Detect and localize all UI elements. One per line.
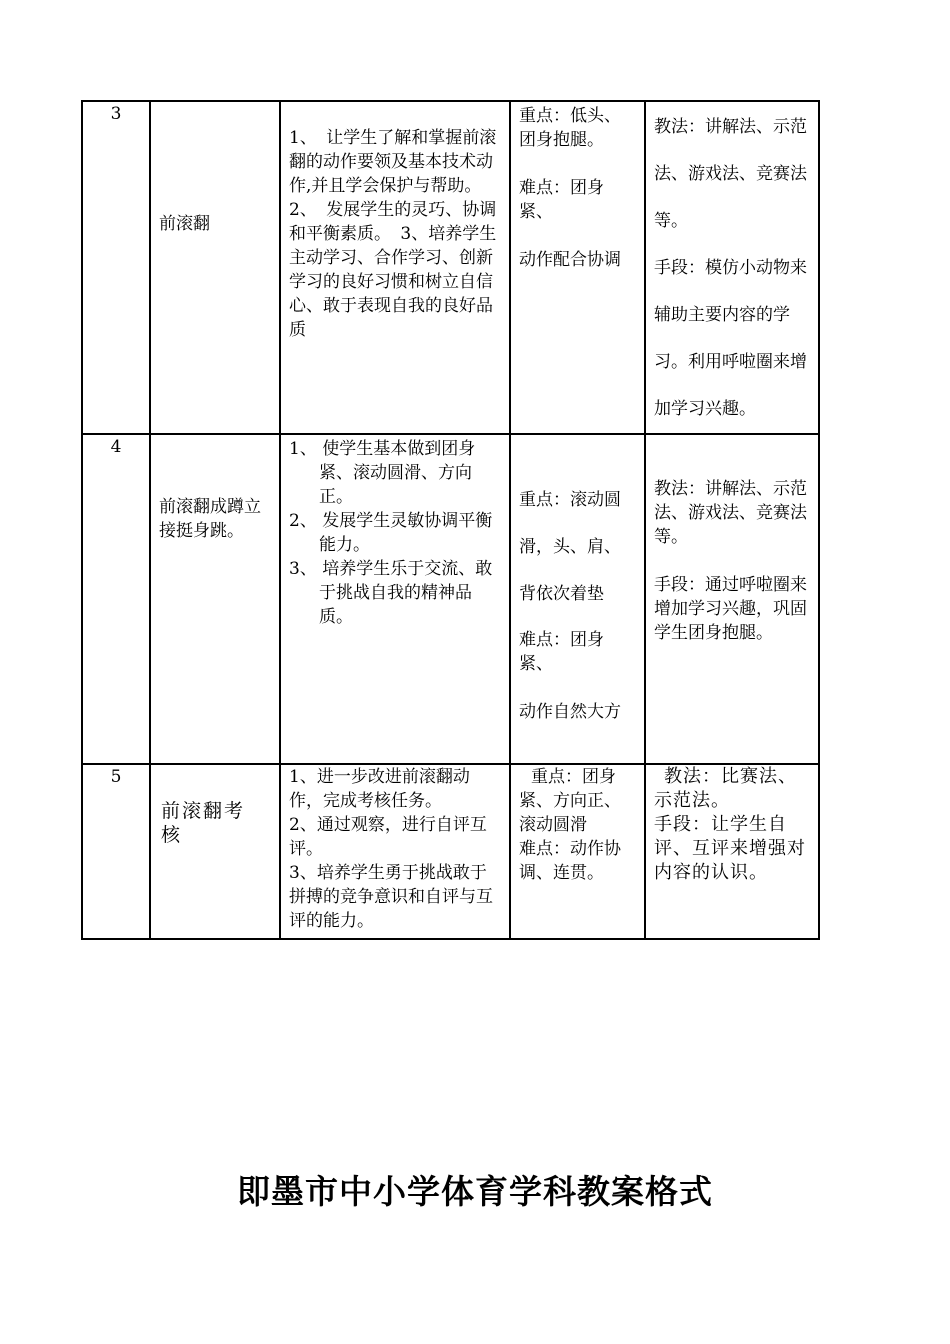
lesson-number: 4 <box>82 434 150 764</box>
lesson-goals-cell <box>280 434 510 764</box>
teaching-method: 教法：讲解法、示范法、游戏法、竞赛法等。 <box>654 479 807 547</box>
teaching-means: 手段：让学生自评、互评来增强对内容的认识。 <box>654 814 806 883</box>
key-point: 重点：团身紧、方向正、滚动圆滑 <box>519 767 621 835</box>
lesson-content-cell <box>150 764 280 939</box>
lesson-goals-cell <box>280 764 510 939</box>
lesson-content: 前滚翻 <box>159 214 210 234</box>
lesson-number: 5 <box>82 764 150 939</box>
teaching-means: 手段：通过呼啦圈来增加学习兴趣，巩固学生团身抱腿。 <box>654 575 807 643</box>
page-title: 即墨市中小学体育学科教案格式 <box>237 1172 713 1211</box>
lesson-goals-list <box>289 437 501 629</box>
lesson-number: 3 <box>82 101 150 434</box>
key-point: 重点：低头、团身抱腿。 <box>519 106 621 150</box>
table-row <box>82 434 819 764</box>
lesson-content-cell <box>150 101 280 434</box>
list-item: 3、培养学生勇于挑战敢于拼搏的竞争意识和自评与互评的能力。 <box>289 863 493 931</box>
key-points-cell <box>510 764 645 939</box>
list-item: 1、进一步改进前滚翻动作，完成考核任务。 <box>289 767 470 811</box>
list-item: 1、 使学生基本做到团身紧、滚动圆滑、方向正。 <box>289 439 476 507</box>
lesson-goals-cell <box>280 101 510 434</box>
teaching-method: 教法：比赛法、示范法。 <box>654 766 797 811</box>
difficulty: 难点：动作协调、连贯。 <box>519 839 621 883</box>
methods-cell <box>645 434 819 764</box>
difficulty-detail: 动作自然大方 <box>519 702 621 722</box>
list-item: 2、 发展学生灵敏协调平衡能力。 <box>289 511 493 555</box>
teaching-means: 手段：模仿小动物来辅助主要内容的学习。利用呼啦圈来增加学习兴趣。 <box>654 258 807 419</box>
difficulty-detail: 动作配合协调 <box>519 250 621 270</box>
lesson-content: 前滚翻考核 <box>161 800 246 846</box>
lesson-goals: 1、 让学生了解和掌握前滚翻的动作要领及基本技术动作,并且学会保护与帮助。 2、 发展学生的灵巧、协调和平衡素质。 3、培养学生主动学习、合作学习、创新学习的良好习惯和树立自信心、敢于表现自我的良好品质 <box>289 128 497 340</box>
key-points-cell <box>510 101 645 434</box>
key-point: 重点：滚动圆滑，头、肩、背依次着垫 <box>519 490 621 604</box>
difficulty: 难点：团身紧、 <box>519 630 604 674</box>
methods-cell <box>645 764 819 939</box>
key-points-cell <box>510 434 645 764</box>
methods-cell <box>645 101 819 434</box>
table-row <box>82 101 819 434</box>
lesson-plan-table <box>81 100 820 940</box>
difficulty: 难点：团身紧、 <box>519 178 604 222</box>
teaching-method: 教法：讲解法、示范法、游戏法、竞赛法等。 <box>654 117 807 231</box>
lesson-content-cell <box>150 434 280 764</box>
list-item: 2、通过观察，进行自评互评。 <box>289 815 487 859</box>
list-item: 3、 培养学生乐于交流、敢于挑战自我的精神品质。 <box>289 559 493 627</box>
lesson-content: 前滚翻成蹲立接挺身跳。 <box>159 497 261 541</box>
table-row <box>82 764 819 939</box>
